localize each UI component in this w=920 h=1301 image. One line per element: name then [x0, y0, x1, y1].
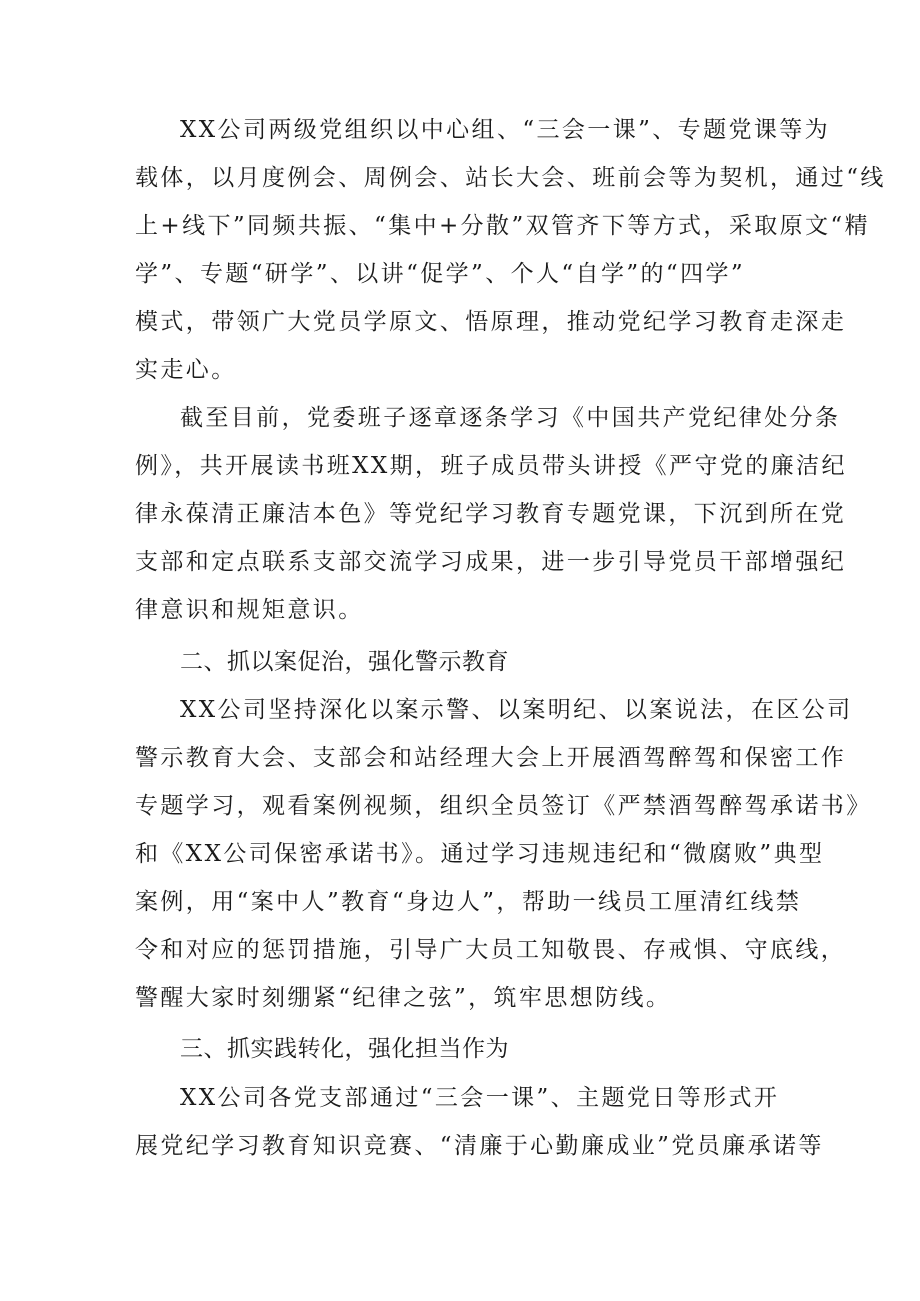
text-line: 警示教育大会、支部会和站经理大会上开展酒驾醉驾和保密工作 — [135, 745, 847, 771]
text-line: 专题学习，观看案例视频，组织全员签订《严禁酒驾醉驾承诺书》 — [135, 793, 872, 819]
text-line: XX公司坚持深化以案示警、以案明纪、以案说法，在区公司 — [180, 697, 853, 723]
section-heading-3: 三、抓实践转化，强化担当作为 — [180, 1036, 509, 1062]
text-line: 令和对应的惩罚措施，引导广大员工知敬畏、存戒惧、守底线， — [135, 937, 847, 963]
text-line: 学”、专题“研学”、以讲“促学”、个人“自学”的“四学” — [135, 261, 746, 287]
text-line: 截至目前，党委班子逐章逐条学习《中国共产党纪律处分条 — [180, 405, 841, 431]
text-line: 案例，用“案中人”教育“身边人”，帮助一线员工厘清红线禁 — [135, 889, 802, 915]
text-line: 模式，带领广大党员学原文、悟原理，推动党纪学习教育走深走 — [135, 309, 847, 335]
text-line: 律永葆清正廉洁本色》等党纪学习教育专题党课，下沉到所在党 — [135, 501, 847, 527]
text-line: XX公司两级党组织以中心组、“三会一课”、专题党课等为 — [180, 117, 831, 143]
text-line: 展党纪学习教育知识竞赛、“清廉于心勤廉成业”党员廉承诺等 — [135, 1133, 824, 1159]
text-line: 支部和定点联系支部交流学习成果，进一步引导党员干部增强纪 — [135, 549, 847, 575]
text-line: 律意识和规矩意识。 — [135, 597, 364, 623]
section-heading-2: 二、抓以案促治，强化警示教育 — [180, 649, 509, 675]
text-line: 上+线下”同频共振、“集中+分散”双管齐下等方式，采取原文“精 — [135, 213, 870, 239]
text-line: 和《XX公司保密承诺书》。通过学习违规违纪和“微腐败”典型 — [135, 841, 825, 867]
text-line: 例》，共开展读书班XX期，班子成员带头讲授《严守党的廉洁纪 — [135, 453, 847, 479]
text-line: XX公司各党支部通过“三会一课”、主题党日等形式开 — [180, 1085, 780, 1111]
text-line: 实走心。 — [135, 357, 237, 383]
text-line: 警醒大家时刻绷紧“纪律之弦”，筑牢思想防线。 — [135, 985, 672, 1011]
text-line: 载体，以月度例会、周例会、站长大会、班前会等为契机，通过“线 — [135, 165, 886, 191]
